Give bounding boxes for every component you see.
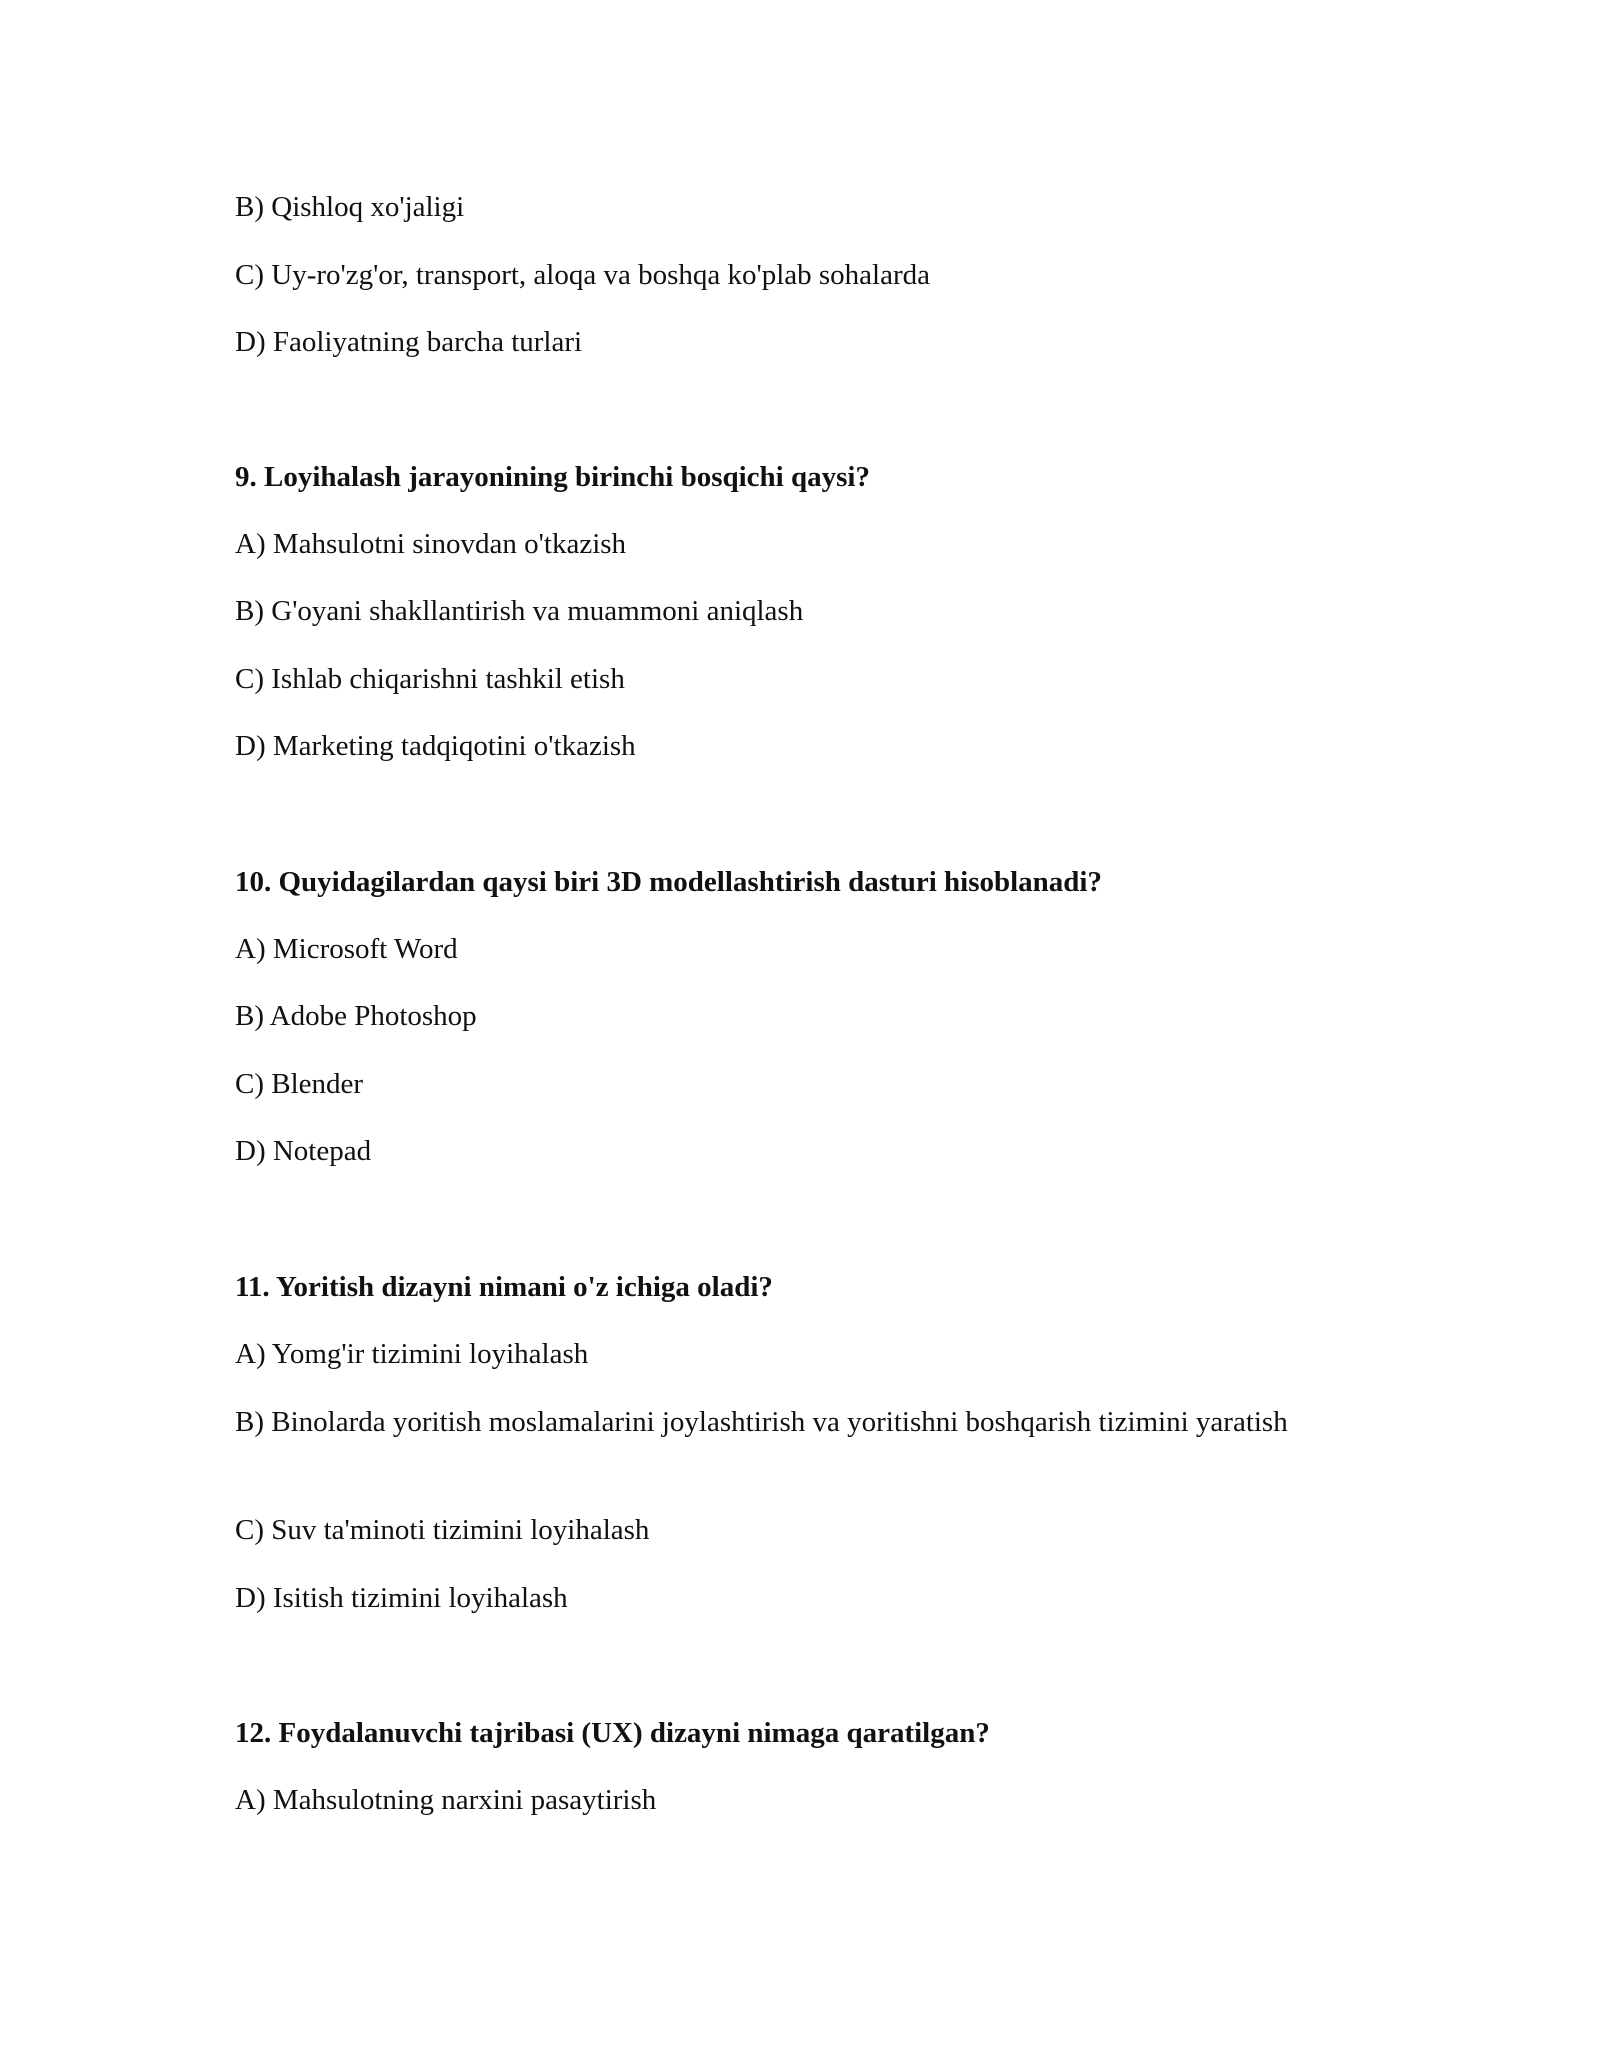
option-11-c: C) Suv ta'minoti tizimini loyihalash — [235, 1514, 650, 1546]
option-10-c: C) Blender — [235, 1068, 364, 1100]
option-9-c: C) Ishlab chiqarishni tashkil etish — [235, 663, 625, 695]
option-9-b: B) G'oyani shakllantirish va muammoni aniqlash — [235, 595, 804, 627]
question-9-title: 9. Loyihalash jarayonining birinchi bosqichi qaysi? — [235, 461, 870, 493]
option-9-a: A) Mahsulotni sinovdan o'tkazish — [235, 528, 627, 560]
question-12-title: 12. Foydalanuvchi tajribasi (UX) dizayni nimaga qaratilgan? — [235, 1717, 990, 1749]
option-8-d: D) Faoliyatning barcha turlari — [235, 326, 583, 358]
option-8-b: B) Qishloq xo'jaligi — [235, 191, 465, 223]
option-8-c: C) Uy-ro'zg'or, transport, aloqa va boshqa ko'plab sohalarda — [235, 259, 931, 291]
question-11-title: 11. Yoritish dizayni nimani o'z ichiga oladi? — [235, 1271, 773, 1303]
question-10-title: 10. Quyidagilardan qaysi biri 3D modellashtirish dasturi hisoblanadi? — [235, 866, 1102, 898]
option-12-a: A) Mahsulotning narxini pasaytirish — [235, 1784, 657, 1816]
option-11-b: B) Binolarda yoritish moslamalarini joylashtirish va yoritishni boshqarish tizimini yaratish — [235, 1406, 1288, 1438]
option-9-d: D) Marketing tadqiqotini o'tkazish — [235, 730, 636, 762]
option-11-a: A) Yomg'ir tizimini loyihalash — [235, 1338, 589, 1370]
option-10-a: A) Microsoft Word — [235, 933, 458, 965]
option-10-b: B) Adobe Photoshop — [235, 1000, 477, 1032]
option-10-d: D) Notepad — [235, 1135, 372, 1167]
option-11-d: D) Isitish tizimini loyihalash — [235, 1582, 568, 1614]
